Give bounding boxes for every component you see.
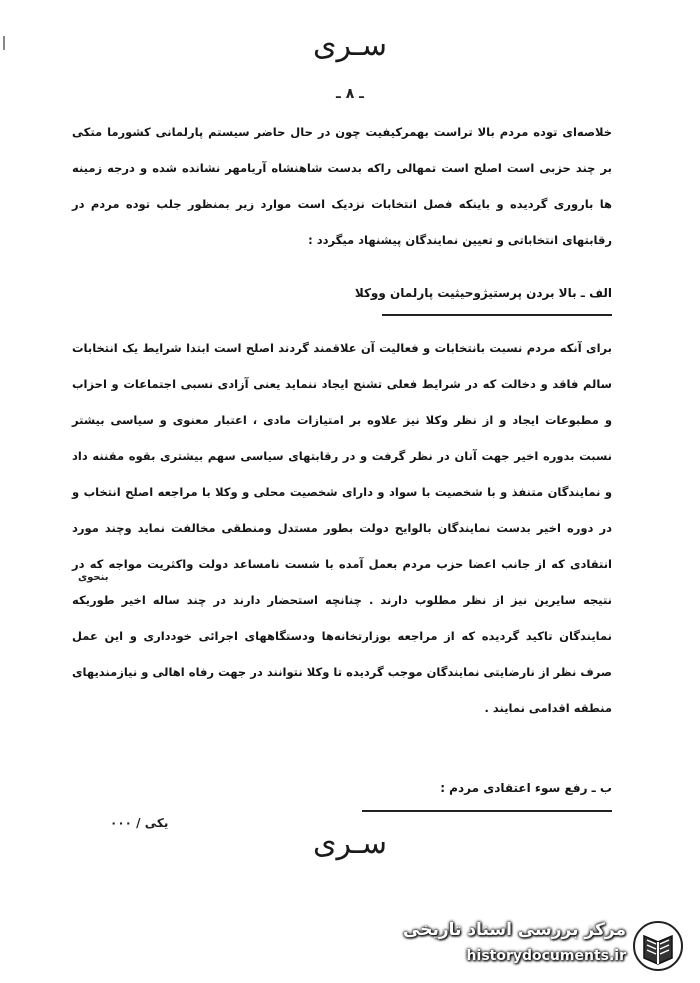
watermark: [402, 914, 692, 974]
classification-header: سـری: [313, 28, 387, 63]
reference-number: یکی / ۰۰۰: [110, 816, 169, 830]
page-dash-mark: ـ ۸ ـ: [336, 86, 364, 102]
section-heading-a: الف ـ بالا بردن پرستیژوحیثیت پارلمان ووکلا: [354, 286, 612, 300]
paragraph-intro: خلاصه‌ای توده مردم بالا تراست بهمرکیفیت چون در حال حاضر سیستم پارلمانی کشورما متکی بر چند حزبی است اصلح است تمهالی راکه بدست شاهنشاه آریامهر نشانده شده و درجه زمینه ها باروری گردیده و باینکه فصل انتخابات نزدیک است موارد زیر بمنظور جلب توده مردم در رقابتهای انتخاباتی و تعیین نمایندگان پیشنهاد میگردد :: [72, 125, 612, 247]
watermark-url: historydocuments.ir: [466, 948, 626, 964]
classification-footer: سـری: [313, 826, 387, 861]
paragraph-section-a: برای آنکه مردم نسبت بانتخابات و فعالیت آن علاقمند گردند اصلح است ابتدا شرایط یک انتخابات سالم فاقد و دخالت که در شرایط فعلی تشنج ایجاد ننماید یعنی آزادی نسبی اجتماعات و احزاب و مطبوعات ایجاد و از نظر وکلا نیز علاوه بر امتیازات مادی ، اعتبار معنوی و سیاسی بیشتر نسبت بدوره اخیر جهت آنان در نظر گرفت و در رقابتهای سیاسی سهم بیشتری بقوه مقننه داد و نمایندگان متنفذ و با شخصیت با سواد و دارای شخصیت محلی و وکلا با مراجعه اصلح انتخاب و در دوره اخیر بدست نمایندگان بالوایح دولت بطور مستدل ومنطقی مخالفت نماید وچند مورد انتقادی که از جانب اعضا حزب مردم بعمل آمده با شست نامساعد دولت واکثریت مواجه که در نتیجه سایرین نیز از نظر مطلوب دارند . چنانچه استحضار دارند در چند ساله اخیر طوریکه نمایندگان تاکید گردیده که از مراجعه بوزارتخانه‌ها ودستگاههای اجرائی خودداری و این عمل صرف نظر از نارضایتی نمایندگان موجب گردیده تا وکلا نتوانند در جهت رفاه اهالی و نیازمندیهای منطقه اقدامی نمایند .: [72, 341, 612, 715]
watermark-title: مرکز بررسی اسناد تاریخی: [403, 920, 626, 940]
section-heading-b: ب ـ رفع سوء اعتقادی مردم :: [440, 781, 612, 795]
archive-book-logo-icon: [632, 920, 684, 972]
margin-handwritten-note: بنحوی: [78, 572, 109, 583]
heading-a-underline: [382, 314, 612, 316]
heading-b-underline: [362, 810, 612, 812]
